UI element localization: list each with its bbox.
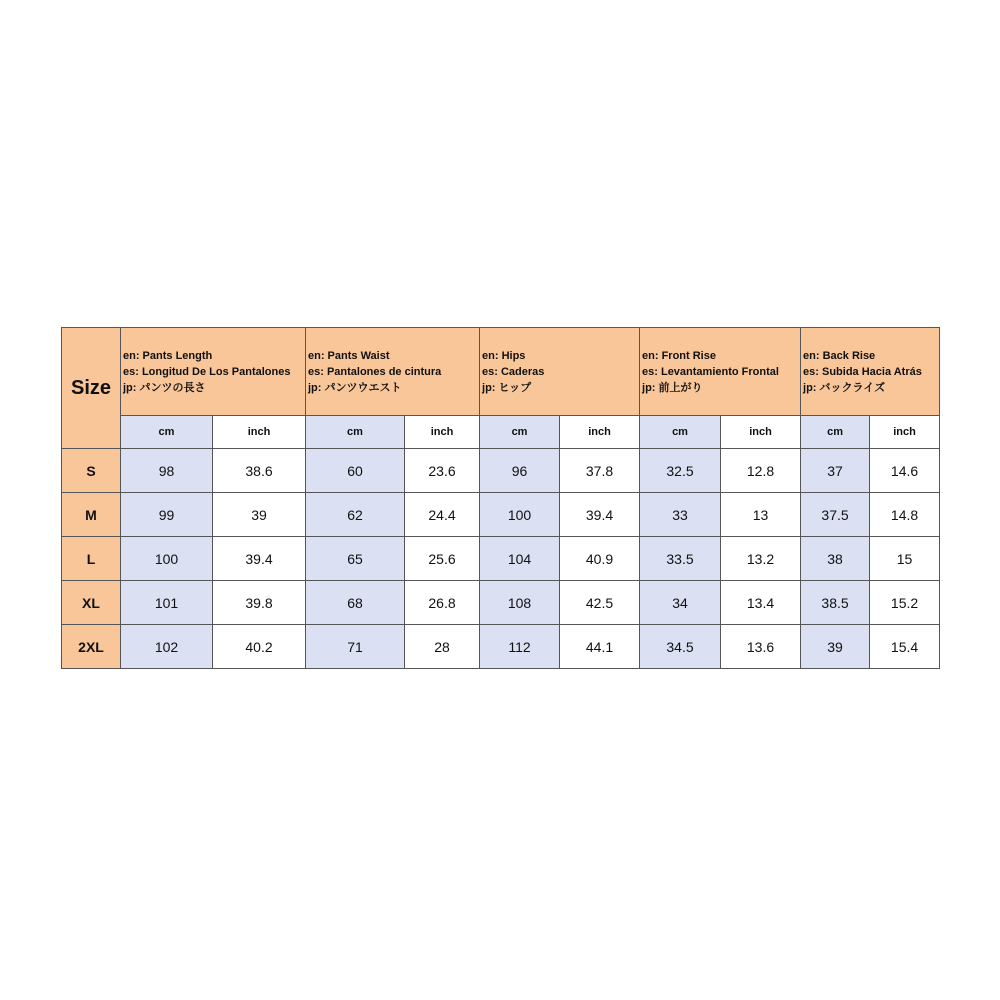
header-label-en: en: Pants Waist — [308, 349, 390, 362]
header-label-es: es: Caderas — [482, 365, 545, 378]
value-cell: 98 — [121, 449, 213, 493]
value-cell: 15.4 — [870, 625, 940, 669]
unit-label: cm — [801, 416, 870, 449]
unit-label: cm — [480, 416, 560, 449]
value-cell: 40.2 — [213, 625, 306, 669]
value-cell: 28 — [405, 625, 480, 669]
value-cell: 15 — [870, 537, 940, 581]
value-cell: 34.5 — [640, 625, 721, 669]
header-label-jp: jp: 前上がり — [642, 381, 703, 394]
unit-label: inch — [213, 416, 306, 449]
value-cell: 38.5 — [801, 581, 870, 625]
measurement-header-row — [62, 328, 940, 416]
size-label: M — [62, 493, 121, 537]
value-cell: 13.2 — [721, 537, 801, 581]
table-row — [62, 581, 940, 625]
table-row — [62, 449, 940, 493]
header-label-en: en: Hips — [482, 349, 526, 362]
header-label-es: es: Levantamiento Frontal — [642, 365, 779, 378]
header-front-rise — [640, 328, 801, 416]
size-label: XL — [62, 581, 121, 625]
unit-label: inch — [405, 416, 480, 449]
value-cell: 33 — [640, 493, 721, 537]
value-cell: 37.8 — [560, 449, 640, 493]
value-cell: 39 — [213, 493, 306, 537]
value-cell: 96 — [480, 449, 560, 493]
value-cell: 23.6 — [405, 449, 480, 493]
value-cell: 102 — [121, 625, 213, 669]
unit-header-row — [62, 416, 940, 449]
value-cell: 33.5 — [640, 537, 721, 581]
value-cell: 71 — [306, 625, 405, 669]
value-cell: 108 — [480, 581, 560, 625]
header-back-rise — [801, 328, 940, 416]
value-cell: 13.6 — [721, 625, 801, 669]
table-row — [62, 625, 940, 669]
unit-label: inch — [721, 416, 801, 449]
table-row — [62, 493, 940, 537]
value-cell: 13.4 — [721, 581, 801, 625]
header-label-es: es: Longitud De Los Pantalones — [123, 365, 291, 378]
value-cell: 68 — [306, 581, 405, 625]
header-pants-waist — [306, 328, 480, 416]
value-cell: 44.1 — [560, 625, 640, 669]
value-cell: 26.8 — [405, 581, 480, 625]
value-cell: 32.5 — [640, 449, 721, 493]
unit-label: inch — [560, 416, 640, 449]
size-chart-table — [61, 327, 940, 669]
header-label-es: es: Pantalones de cintura — [308, 365, 442, 378]
value-cell: 14.6 — [870, 449, 940, 493]
size-column-header: Size — [62, 328, 121, 449]
unit-label: inch — [870, 416, 940, 449]
header-label-en: en: Front Rise — [642, 349, 716, 362]
size-label: L — [62, 537, 121, 581]
value-cell: 37.5 — [801, 493, 870, 537]
value-cell: 62 — [306, 493, 405, 537]
value-cell: 65 — [306, 537, 405, 581]
value-cell: 40.9 — [560, 537, 640, 581]
header-label-en: en: Back Rise — [803, 349, 876, 362]
value-cell: 15.2 — [870, 581, 940, 625]
value-cell: 34 — [640, 581, 721, 625]
value-cell: 42.5 — [560, 581, 640, 625]
value-cell: 38.6 — [213, 449, 306, 493]
value-cell: 14.8 — [870, 493, 940, 537]
value-cell: 39 — [801, 625, 870, 669]
value-cell: 39.8 — [213, 581, 306, 625]
value-cell: 24.4 — [405, 493, 480, 537]
header-label-jp: jp: パンツウエスト — [308, 381, 402, 394]
value-cell: 38 — [801, 537, 870, 581]
value-cell: 12.8 — [721, 449, 801, 493]
value-cell: 39.4 — [560, 493, 640, 537]
header-hips — [480, 328, 640, 416]
value-cell: 112 — [480, 625, 560, 669]
value-cell: 99 — [121, 493, 213, 537]
value-cell: 100 — [121, 537, 213, 581]
unit-label: cm — [121, 416, 213, 449]
header-label-jp: jp: パンツの長さ — [123, 381, 206, 394]
unit-label: cm — [640, 416, 721, 449]
table-row — [62, 537, 940, 581]
header-label-es: es: Subida Hacia Atrás — [803, 365, 922, 378]
value-cell: 39.4 — [213, 537, 306, 581]
size-label: 2XL — [62, 625, 121, 669]
header-label-jp: jp: ヒップ — [482, 381, 532, 394]
value-cell: 25.6 — [405, 537, 480, 581]
value-cell: 104 — [480, 537, 560, 581]
size-label: S — [62, 449, 121, 493]
value-cell: 101 — [121, 581, 213, 625]
unit-label: cm — [306, 416, 405, 449]
header-label-jp: jp: バックライズ — [803, 381, 886, 394]
value-cell: 100 — [480, 493, 560, 537]
header-pants-length — [121, 328, 306, 416]
header-label-en: en: Pants Length — [123, 349, 213, 362]
value-cell: 13 — [721, 493, 801, 537]
value-cell: 37 — [801, 449, 870, 493]
value-cell: 60 — [306, 449, 405, 493]
